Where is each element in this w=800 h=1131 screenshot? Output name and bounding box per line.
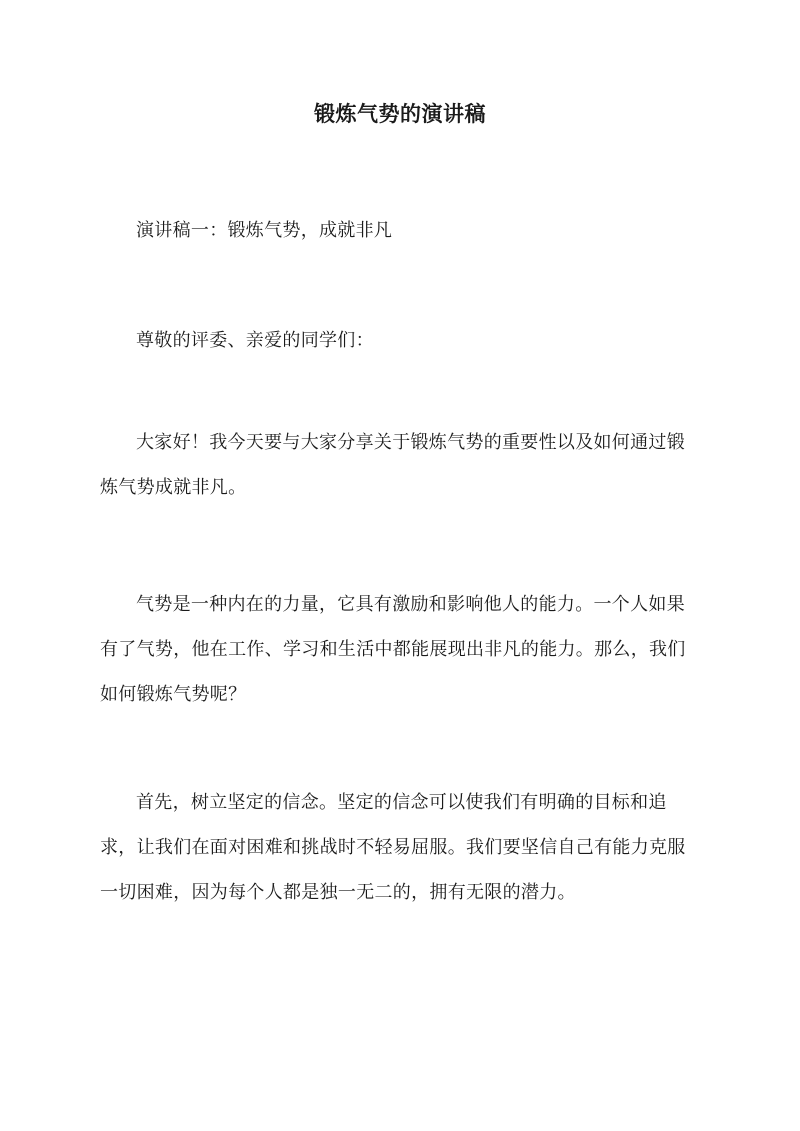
body-paragraph: 气势是一种内在的力量，它具有激励和影响他人的能力。一个人如果有了气势，他在工作、学习和生活中都能展现出非凡的能力。那么，我们如何锻炼气势呢？ (100, 594, 686, 705)
greeting-paragraph: 大家好！我今天要与大家分享关于锻炼气势的重要性以及如何通过锻炼气势成就非凡。 (100, 432, 685, 498)
section-heading: 演讲稿一：锻炼气势，成就非凡 (136, 220, 393, 241)
page-title: 锻炼气势的演讲稿 (314, 101, 486, 126)
salutation-paragraph: 尊敬的评委、亲爱的同学们： (136, 330, 374, 351)
body-paragraph: 首先，树立坚定的信念。坚定的信念可以使我们有明确的目标和追求，让我们在面对困难和挑战时不轻易屈服。我们要坚信自己有能力克服一切困难，因为每个人都是独一无二的，拥有无限的潜力。 (100, 792, 686, 903)
